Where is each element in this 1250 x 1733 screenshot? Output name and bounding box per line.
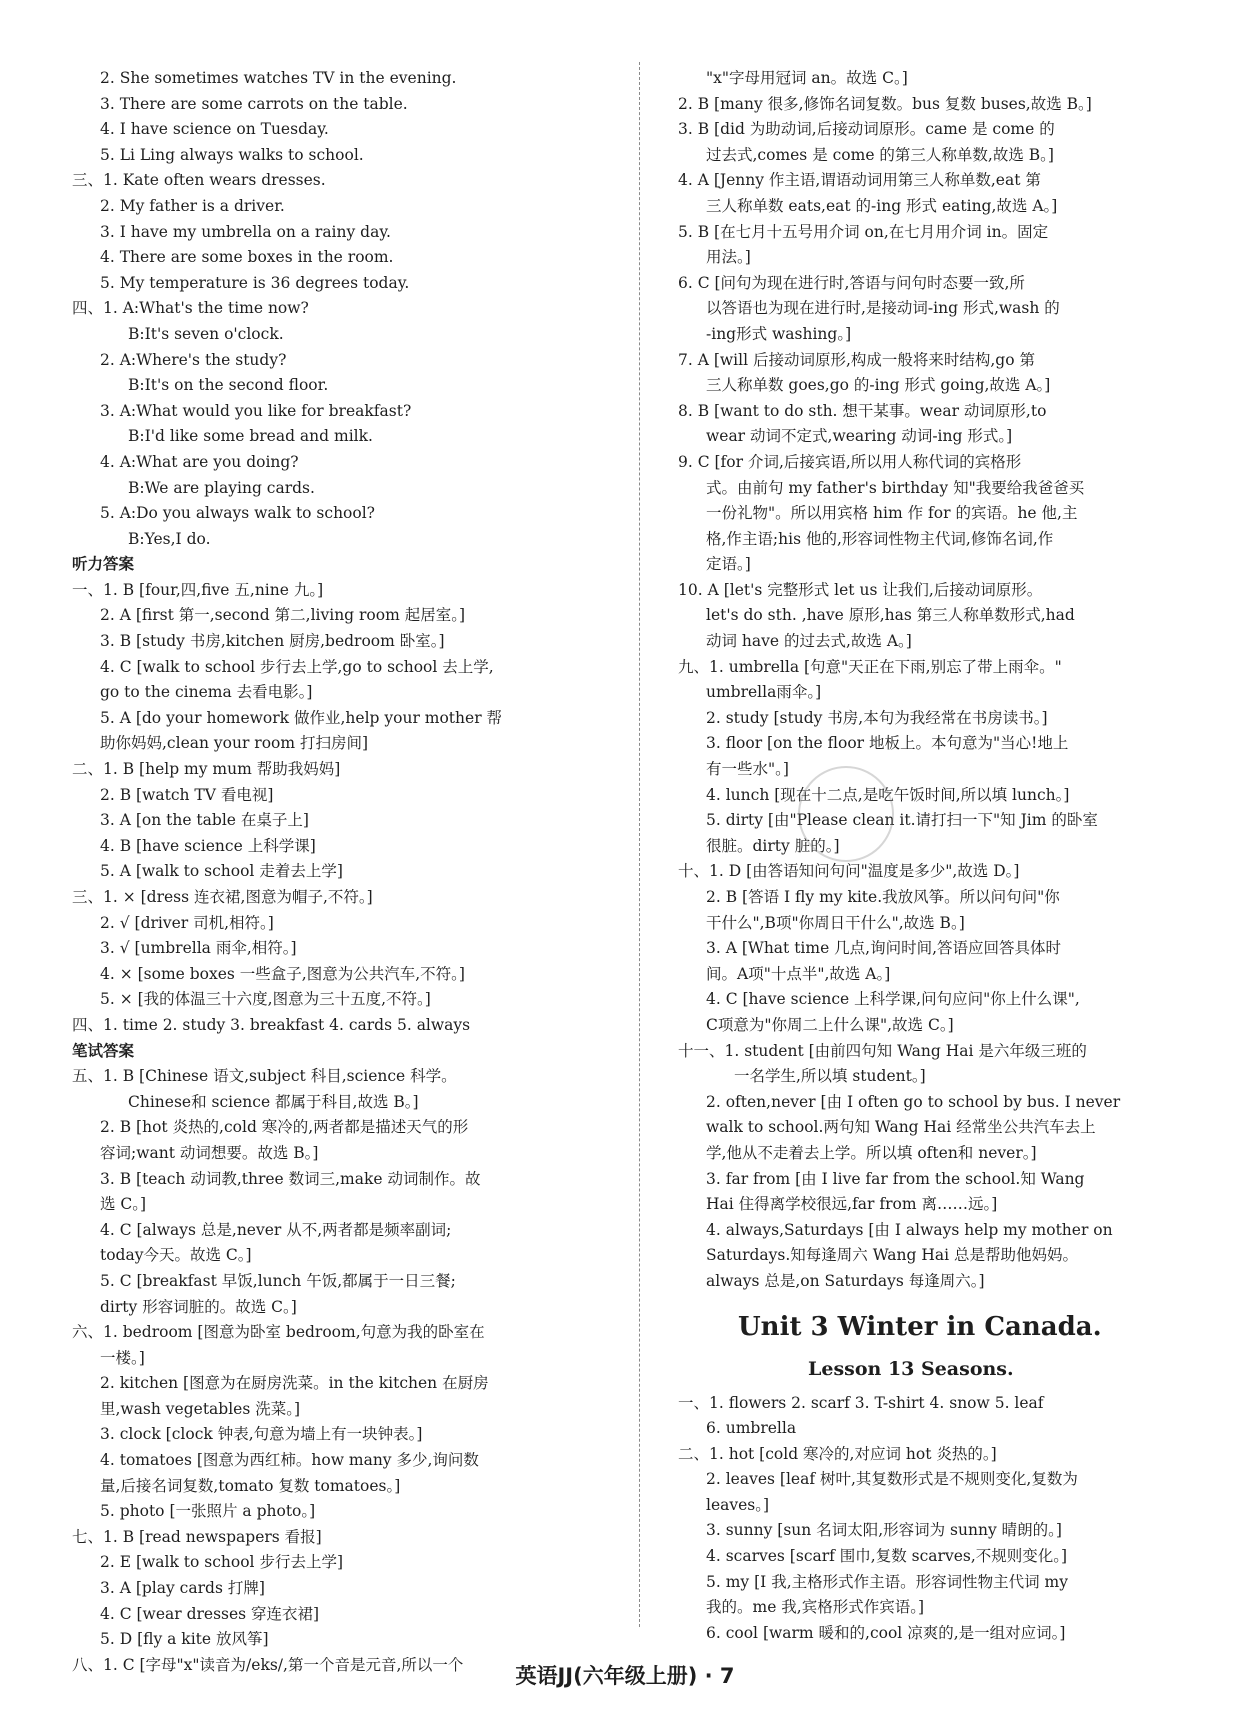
answer-line: 5. A [walk to school 走着去上学] <box>100 862 343 881</box>
answer-line: 十一、1. student [由前四句知 Wang Hai 是六年级三班的 <box>678 1041 1087 1060</box>
answer-line: 过去式,comes 是 come 的第三人称单数,故选 B。] <box>706 145 1054 164</box>
answer-line: 里,wash vegetables 洗菜。] <box>100 1399 301 1418</box>
answer-line: -ing形式 washing。] <box>706 324 852 343</box>
answer-line: 8. B [want to do sth. 想干某事。wear 动词原形,to <box>678 401 1047 420</box>
answer-line: 3. A [What time 几点,询问时间,答语应回答具体时 <box>706 939 1062 958</box>
answer-line: 4. C [always 总是,never 从不,两者都是频率副词; <box>100 1220 452 1239</box>
answer-line: 3. A:What would you like for breakfast? <box>100 401 412 420</box>
answer-line: 3. A [play cards 打牌] <box>100 1579 265 1598</box>
answer-line: let's do sth. ,have 原形,has 第三人称单数形式,had <box>706 606 1075 625</box>
column-divider <box>639 62 640 1627</box>
answer-line: 八、1. C [字母"x"读音为/eks/,第一个音是元音,所以一个 <box>72 1655 464 1674</box>
answer-line: 5. My temperature is 36 degrees today. <box>100 273 410 292</box>
answer-line: 格,作主语;his 他的,形容词性物主代词,修饰名词,作 <box>706 529 1054 548</box>
answer-line: 2. A [first 第一,second 第二,living room 起居室。] <box>100 606 466 625</box>
answer-line: 5. Li Ling always walks to school. <box>100 145 364 164</box>
answer-line: go to the cinema 去看电影。] <box>100 683 313 702</box>
answer-line: today今天。故选 C。] <box>100 1246 252 1265</box>
answer-line: 4. C [have science 上科学课,问句应问"你上什么课", <box>706 990 1080 1009</box>
answer-line: 4. scarves [scarf 围巾,复数 scarves,不规则变化。] <box>706 1547 1068 1566</box>
answer-line: B:It's seven o'clock. <box>128 324 284 343</box>
answer-line: 5. dirty [由"Please clean it.请打扫一下"知 Jim 的卧室 <box>706 811 1098 830</box>
answer-line: walk to school.两句知 Wang Hai 经常坐公共汽车去上 <box>706 1118 1096 1137</box>
answer-line: 5. A [do your homework 做作业,help your mother 帮 <box>100 708 503 727</box>
answer-line: 3. B [did 为助动词,后接动词原形。came 是 come 的 <box>678 120 1055 139</box>
answer-line: 2. B [watch TV 看电视] <box>100 785 274 804</box>
answer-line: Hai 住得离学校很远,far from 离……远。] <box>706 1195 998 1214</box>
answer-line: 3. far from [由 I live far from the school.知 Wang <box>706 1169 1085 1188</box>
answer-line: 6. umbrella <box>706 1419 797 1438</box>
answer-line: 10. A [let's 完整形式 let us 让我们,后接动词原形。 <box>678 580 1043 599</box>
answer-line: 七、1. B [read newspapers 看报] <box>72 1527 322 1546</box>
answer-line: 4. B [have science 上科学课] <box>100 836 316 855</box>
answer-line: 3. sunny [sun 名词太阳,形容词为 sunny 晴朗的。] <box>706 1521 1062 1540</box>
answer-line: 3. A [on the table 在桌子上] <box>100 811 309 830</box>
answer-line: 2. B [答语 I fly my kite.我放风筝。所以问句问"你 <box>706 888 1060 906</box>
answer-line: 2. My father is a driver. <box>100 196 285 215</box>
answer-line: 动词 have 的过去式,故选 A。] <box>706 632 912 651</box>
answer-line: 2. study [study 书房,本句为我经常在书房读书。] <box>706 708 1048 727</box>
answer-line: 一、1. B [four,四,five 五,nine 九。] <box>72 580 324 599</box>
answer-line: 五、1. B [Chinese 语文,subject 科目,science 科学。 <box>72 1067 457 1086</box>
answer-line: 5. × [我的体温三十六度,图意为三十五度,不符。] <box>100 990 431 1009</box>
answer-line: 4. lunch [现在十二点,是吃午饭时间,所以填 lunch。] <box>706 785 1070 804</box>
answer-line: 容词;want 动词想要。故选 B。] <box>100 1143 319 1162</box>
answer-line: 十、1. D [由答语知问句问"温度是多少",故选 D。] <box>678 862 1020 881</box>
answer-line: leaves。] <box>706 1495 770 1514</box>
answer-line: 6. cool [warm 暖和的,cool 凉爽的,是一组对应词。] <box>706 1623 1066 1642</box>
answer-line: B:It's on the second floor. <box>128 376 329 395</box>
answer-line: 4. I have science on Tuesday. <box>100 120 329 139</box>
answer-line: 6. C [问句为现在进行时,答语与问句时态要一致,所 <box>678 273 1025 292</box>
answer-line: 4. × [some boxes 一些盒子,图意为公共汽车,不符。] <box>100 964 465 983</box>
answer-line: 用法。] <box>706 248 751 267</box>
answer-line: 5. C [breakfast 早饭,lunch 午饭,都属于一日三餐; <box>100 1271 456 1290</box>
answer-line: 二、1. B [help my mum 帮助我妈妈] <box>72 760 341 779</box>
answer-line: dirty 形容词脏的。故选 C。] <box>100 1297 297 1316</box>
answer-line: 很脏。dirty 脏的。] <box>706 836 840 855</box>
answer-line: 5. photo [一张照片 a photo。] <box>100 1502 316 1521</box>
answer-line: Chinese和 science 都属于科目,故选 B。] <box>128 1092 419 1111</box>
answer-line: 2. often,never [由 I often go to school by bus. I never <box>706 1092 1121 1111</box>
answer-line: 4. A [Jenny 作主语,谓语动词用第三人称单数,eat 第 <box>678 171 1041 190</box>
answer-line: 以答语也为现在进行时,是接动词-ing 形式,wash 的 <box>706 299 1060 318</box>
answer-line: 学,他从不走着去上学。所以填 often和 never。] <box>706 1143 1037 1162</box>
answer-line: 三、1. × [dress 连衣裙,图意为帽子,不符。] <box>72 888 373 906</box>
lesson-title: Lesson 13 Seasons. <box>808 1357 1014 1380</box>
answer-line: 3. √ [umbrella 雨伞,相符。] <box>100 939 297 958</box>
answer-line: 量,后接名词复数,tomato 复数 tomatoes。] <box>100 1476 401 1495</box>
answer-line: 3. B [teach 动词教,three 数词三,make 动词制作。故 <box>100 1169 481 1188</box>
answer-list-right <box>678 66 1198 1295</box>
answer-line: 3. I have my umbrella on a rainy day. <box>100 222 391 241</box>
page-footer: 英语JJ(六年级上册) · 7 <box>515 1664 735 1688</box>
answer-line: Saturdays.知每逢周六 Wang Hai 总是帮助他妈妈。 <box>706 1246 1079 1265</box>
answer-line: 2. √ [driver 司机,相符。] <box>100 913 274 932</box>
answer-line: 选 C。] <box>100 1195 147 1214</box>
answer-line: 2. B [many 很多,修饰名词复数。bus 复数 buses,故选 B。] <box>678 94 1092 113</box>
answer-line: 三、1. Kate often wears dresses. <box>72 171 326 190</box>
answer-line: 九、1. umbrella [句意"天正在下雨,别忘了带上雨伞。" <box>678 657 1062 676</box>
answer-line: 3. clock [clock 钟表,句意为墙上有一块钟表。] <box>100 1425 423 1444</box>
answer-line: 四、1. A:What's the time now? <box>72 299 309 318</box>
answer-line: B:Yes,I do. <box>128 529 211 548</box>
answer-line: 三人称单数 eats,eat 的-ing 形式 eating,故选 A。] <box>706 196 1058 215</box>
answer-line: 5. A:Do you always walk to school? <box>100 504 375 523</box>
answer-line: 2. leaves [leaf 树叶,其复数形式是不规则变化,复数为 <box>706 1470 1078 1489</box>
answer-line: 5. my [I 我,主格形式作主语。形容词性物主代词 my <box>706 1572 1069 1591</box>
answer-line: 5. D [fly a kite 放风筝] <box>100 1630 269 1649</box>
answer-line: 助你妈妈,clean your room 打扫房间] <box>100 734 369 753</box>
answer-line: 2. She sometimes watches TV in the evening. <box>100 69 457 87</box>
answer-line: wear 动词不定式,wearing 动词-ing 形式。] <box>706 427 1013 446</box>
answer-line: 一、1. flowers 2. scarf 3. T-shirt 4. snow 5. leaf <box>678 1393 1044 1412</box>
answer-line: 4. C [wear dresses 穿连衣裙] <box>100 1604 320 1623</box>
answer-line: 4. A:What are you doing? <box>100 452 299 471</box>
answer-line: 一楼。] <box>100 1348 145 1367</box>
right-column <box>678 66 1198 1646</box>
answer-line: 2. E [walk to school 步行去上学] <box>100 1553 343 1572</box>
answer-line: 3. There are some carrots on the table. <box>100 94 408 113</box>
answer-line: 3. B [study 书房,kitchen 厨房,bedroom 卧室。] <box>100 632 445 651</box>
answer-line: 4. always,Saturdays [由 I always help my mother on <box>706 1220 1113 1239</box>
answer-line: B:We are playing cards. <box>128 478 315 497</box>
answer-line: 2. kitchen [图意为在厨房洗菜。in the kitchen 在厨房 <box>100 1374 489 1393</box>
answer-line: 4. tomatoes [图意为西红柿。how many 多少,询问数 <box>100 1451 479 1470</box>
answer-line: 5. B [在七月十五号用介词 on,在七月用介词 in。固定 <box>678 222 1049 241</box>
answer-line: 间。A项"十点半",故选 A。] <box>706 964 891 983</box>
section-heading: 笔试答案 <box>72 1041 135 1060</box>
answer-line: 我的。me 我,宾格形式作宾语。] <box>706 1598 925 1617</box>
answer-line: 干什么",B项"你周日干什么",故选 B。] <box>706 913 965 932</box>
answer-line: umbrella雨伞。] <box>706 683 822 702</box>
unit-title: Unit 3 Winter in Canada. <box>738 1311 1102 1342</box>
answer-line: 2. B [hot 炎热的,cold 寒冷的,两者都是描述天气的形 <box>100 1118 469 1137</box>
answer-line: 3. floor [on the floor 地板上。本句意为"当心!地上 <box>706 734 1069 753</box>
answer-line: always 总是,on Saturdays 每逢周六。] <box>706 1271 985 1290</box>
answer-line: 四、1. time 2. study 3. breakfast 4. cards 5. always <box>72 1015 471 1034</box>
answer-line: 定语。] <box>706 555 751 574</box>
answer-line: 一名学生,所以填 student。] <box>734 1067 926 1086</box>
answer-line: 7. A [will 后接动词原形,构成一般将来时结构,go 第 <box>678 350 1035 369</box>
answer-line: "x"字母用冠词 an。故选 C。] <box>706 69 908 87</box>
section-heading: 听力答案 <box>72 555 135 574</box>
watermark-stamp <box>798 766 894 862</box>
answer-line: 有一些水"。] <box>706 760 789 779</box>
answer-line: 二、1. hot [cold 寒冷的,对应词 hot 炎热的。] <box>678 1444 997 1463</box>
answer-line: 六、1. bedroom [图意为卧室 bedroom,句意为我的卧室在 <box>72 1323 485 1342</box>
left-column <box>72 66 632 1678</box>
answer-line: B:I'd like some bread and milk. <box>128 427 373 446</box>
answer-line: 4. C [walk to school 步行去上学,go to school 去上学, <box>100 657 494 676</box>
answer-line: 9. C [for 介词,后接宾语,所以用人称代词的宾格形 <box>678 452 1022 471</box>
answer-list-lesson13 <box>678 1391 1198 1647</box>
answer-line: 一份礼物"。所以用宾格 him 作 for 的宾语。he 他,主 <box>706 504 1078 523</box>
answer-line: 三人称单数 goes,go 的-ing 形式 going,故选 A。] <box>706 376 1051 395</box>
answer-line: C项意为"你周二上什么课",故选 C。] <box>706 1015 954 1034</box>
answer-line: 4. There are some boxes in the room. <box>100 248 394 267</box>
answer-line: 2. A:Where's the study? <box>100 350 287 369</box>
answer-line: 式。由前句 my father's birthday 知"我要给我爸爸买 <box>706 478 1085 497</box>
